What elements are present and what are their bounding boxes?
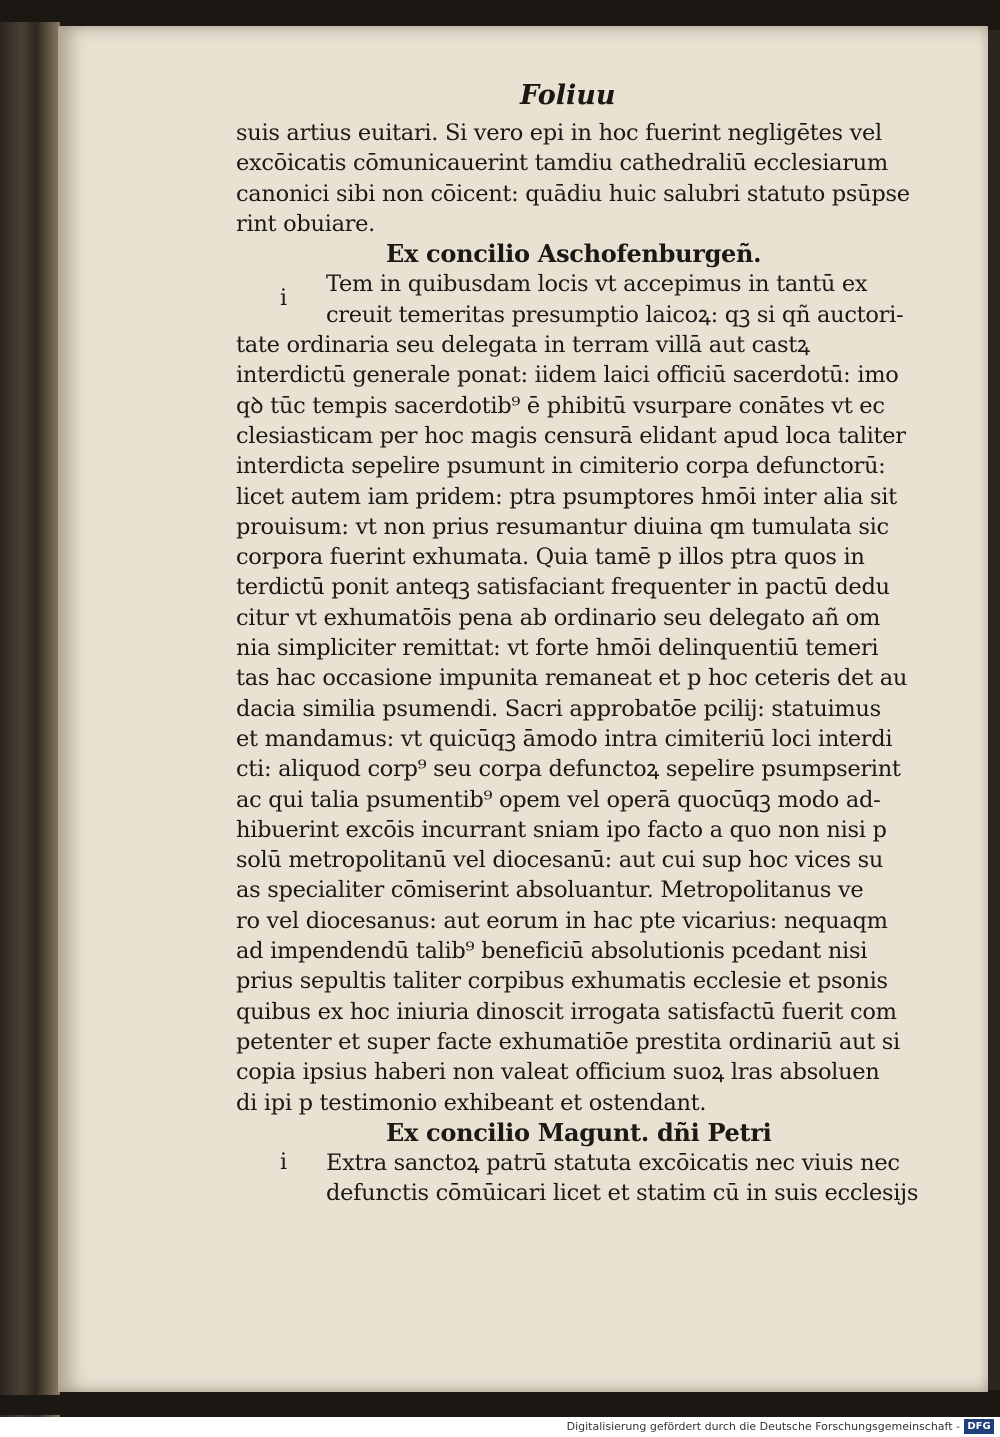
text-line: licet autem iam pridem: ptra psumptores hmōi inter alia sit — [236, 483, 897, 510]
text-line: Tem in quibusdam locis vt accepimus in tantū ex — [326, 271, 868, 298]
page-text — [236, 118, 936, 1209]
text-line: tas hac occasione impunita remaneat et p hoc ceteris det au — [236, 665, 908, 692]
text-line: hibuerint excōis incurrant sniam ipo facto a quo non nisi p — [236, 816, 887, 843]
text-line: suis artius euitari. Si vero epi in hoc fuerint negligētes vel — [236, 120, 882, 146]
text-line: dacia similia psumendi. Sacri approbatōe pcilij: statuimus — [236, 695, 881, 722]
text-line: interdictū generale ponat: iidem laici officiū sacerdotū: imo — [236, 362, 899, 389]
text-line: copia ipsius haberi non valeat officium suoꝝ lras absoluen — [236, 1059, 880, 1086]
text-line: ad impendendū talib⁹ beneficiū absolutionis pcedant nisi — [236, 938, 868, 965]
folio-header: Foliuu — [520, 80, 616, 111]
text-line: solū metropolitanū vel diocesanū: aut cui sup hoc vices su — [236, 847, 884, 874]
text-line: Extra sanctoꝝ patrū statuta excōicatis nec viuis nec — [326, 1150, 900, 1177]
marginal-initial-2: i — [280, 1150, 288, 1175]
text-line: corpora fuerint exhumata. Quia tamē p illos ptra quos in — [236, 544, 865, 571]
section-heading-1: Ex concilio Aschofenburgeñ. — [386, 239, 762, 269]
text-line: nia simpliciter remittat: vt forte hmōi delinquentiū temeri — [236, 635, 879, 662]
marginal-initial-1: i — [280, 286, 288, 311]
text-line: clesiasticam per hoc magis censurā elidant apud loca taliter — [236, 422, 906, 449]
text-line: tate ordinaria seu delegata in terram villā aut castꝝ — [236, 332, 810, 359]
text-line: quibus ex hoc iniuria dinoscit irrogata satisfactū fuerit com — [236, 998, 897, 1025]
text-line: petenter et super facte exhumatiōe prestita ordinariū aut si — [236, 1028, 900, 1055]
book-binding — [0, 22, 60, 1417]
text-line: citur vt exhumatōis pena ab ordinario seu delegato añ om — [236, 604, 880, 631]
text-line: rint obuiare. — [236, 210, 376, 237]
text-line: qꝺ tūc tempis sacerdotib⁹ ē phibitū vsurpare conātes vt ec — [236, 392, 885, 419]
text-line: interdicta sepelire psumunt in cimiterio corpa defunctorū: — [236, 453, 886, 480]
scan-bottom-edge — [0, 1395, 1000, 1415]
text-line: ac qui talia psumentib⁹ opem vel operā quocūqꝫ modo ad- — [236, 786, 881, 813]
section-heading-2: Ex concilio Magunt. dñi Petri — [386, 1117, 772, 1147]
text-line: terdictū ponit anteqꝫ satisfaciant frequenter in pactū dedu — [236, 574, 890, 601]
footer-credit: Digitalisierung gefördert durch die Deutsche Forschungsgemeinschaft - — [566, 1420, 960, 1433]
text-line: as specialiter cōmiserint absoluantur. Metropolitanus ve — [236, 877, 864, 904]
footer-bar — [0, 1417, 1000, 1437]
text-line: ro vel diocesanus: aut eorum in hac pte vicarius: nequaqm — [236, 907, 888, 934]
text-line: prius sepultis taliter corpibus exhumatis ecclesie et psonis — [236, 968, 888, 995]
text-line: di ipi p testimonio exhibeant et ostendant. — [236, 1089, 707, 1116]
dfg-logo: DFG — [964, 1419, 994, 1434]
text-line: cti: aliquod corp⁹ seu corpa defunctoꝝ sepelire psumpserint — [236, 756, 901, 783]
text-line: prouisum: vt non prius resumantur diuina qm tumulata sic — [236, 513, 889, 540]
text-line: et mandamus: vt quicūqꝫ āmodo intra cimiteriū loci interdi — [236, 725, 893, 752]
text-line: canonici sibi non cōicent: quādiu huic salubri statuto psūpse — [236, 180, 910, 207]
text-line: creuit temeritas presumptio laicoꝝ: qꝫ si qñ auctori- — [326, 301, 904, 328]
text-line: defunctis cōmūicari licet et statim cū in suis ecclesijs — [326, 1180, 919, 1207]
text-line: excōicatis cōmunicauerint tamdiu cathedraliū ecclesiarum — [236, 150, 888, 177]
